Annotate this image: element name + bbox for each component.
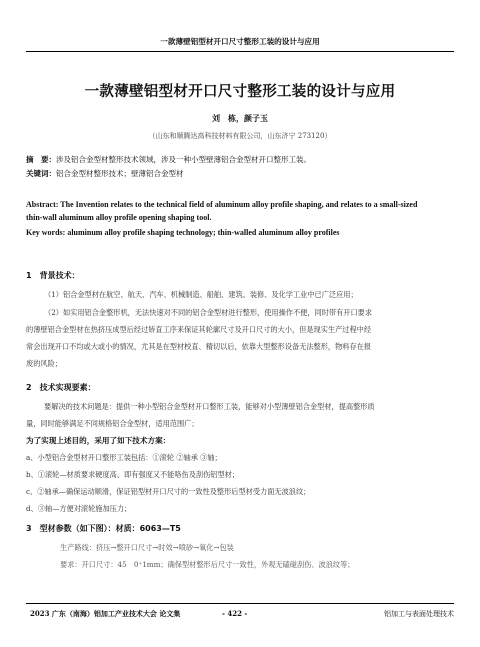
- abstract-cn: [26, 155, 311, 165]
- footer-journal: 铝加工与表面处理技术: [384, 610, 454, 618]
- section-2-item: d、③轴—方便对滚轮施加压力；: [26, 504, 132, 513]
- keywords-en: [26, 228, 340, 238]
- abstract-en-line-2: thin-wall aluminum alloy profile opening shaping tool.: [26, 213, 212, 222]
- section-1-line: 的薄壁铝合金型材在热挤压成型后经过矫直工序来保证其轮廓尺寸及开口尺寸的大小，但是现实生产过程中经: [26, 325, 372, 334]
- keywords-cn-text: 铝合金型材整形技术；壁薄铝合金型材: [56, 169, 184, 178]
- paper-title: 一款薄壁铝型材开口尺寸整形工装的设计与应用: [84, 83, 396, 100]
- keywords-cn: [26, 169, 184, 179]
- section-2-item: b、①滚轮—材质要求硬度高、即有强度又不能咯伤及刮伤铝型材；: [26, 470, 240, 479]
- abstract-cn-label: 摘 要：: [26, 155, 56, 164]
- section-1-line: 废的风险；: [26, 359, 62, 368]
- section-2-subheading: 为了实现上述目的，采用了如下技术方案：: [26, 436, 171, 445]
- section-3-line: 生产路线：挤压→整开口尺寸→时效→喷砂→氧化→包装: [60, 543, 234, 552]
- keywords-en-label: Key words:: [26, 228, 66, 237]
- section-1-heading: 1 背景技术：: [26, 271, 80, 280]
- section-2-line: 量，同时能够满足不同规格铝合金型材，适用范围广；: [26, 419, 199, 428]
- footer-proceedings: 2023 广东（南海）铝加工产业技术大会 论文集: [30, 609, 181, 618]
- affiliation: （山东和顺腾达高科技材料有限公司，山东济宁 273120）: [148, 132, 332, 140]
- authors: 刘 栋，颜子玉: [212, 113, 268, 123]
- section-3-heading: 3 型材参数（如下图）：材质：6063—T5: [26, 524, 181, 533]
- section-2-item: a、小型铝合金型材开口整形工装包括：①滚轮 ②轴承 ③轴；: [26, 453, 222, 462]
- running-header: 一款薄壁铝型材开口尺寸整形工装的设计与应用: [160, 37, 320, 46]
- section-2-heading: 2 技术实现要素：: [26, 383, 96, 392]
- section-1-line: 常会出现开口不均或大或小的情况，尤其是在型材校直、精切以后，依靠大型整形设备无法整形，物料存在报: [26, 342, 372, 351]
- keywords-cn-label: 关键词：: [26, 169, 56, 178]
- section-1-line: （2）如实用铝合金整形机，无法快速对不同的铝合金型材进行整形，使用操作不便，同时带有开口要求: [44, 308, 373, 317]
- header-divider: [26, 51, 454, 52]
- section-3-line: 要求：开口尺寸：45 0⁺1mm；确保型材整形后尺寸一致性，外观无磕碰刮伤、波浪纹等；: [60, 560, 355, 569]
- abstract-en-text-1: The Invention relates to the technical field of aluminum alloy profile shaping, and relates to a small-sized: [58, 200, 418, 209]
- keywords-en-text: aluminum alloy profile shaping technology; thin-walled aluminum alloy profiles: [65, 228, 340, 237]
- abstract-en-label: Abstract:: [26, 200, 59, 209]
- abstract-en-line-1: [26, 200, 417, 210]
- section-2-line: 要解决的技术问题是：提供一种小型铝合金型材开口整形工装，能够对小型薄壁铝合金型材，提高整形质: [44, 402, 375, 411]
- section-1-line: （1）铝合金型材在航空、航天、汽车、机械制造、船舶、建筑、装修、及化学工业中已广泛应用；: [44, 290, 358, 299]
- section-2-item: c、②轴承—确保运动顺滑，保证铝型材开口尺寸的一致性及整形后型材受力面无波浪纹；: [26, 487, 311, 496]
- abstract-cn-text: 涉及铝合金型材整形技术领域，涉及一种小型壁薄铝合金型材开口整形工装。: [56, 155, 311, 164]
- page-number: - 422 -: [222, 609, 248, 618]
- footer-divider: [26, 603, 454, 604]
